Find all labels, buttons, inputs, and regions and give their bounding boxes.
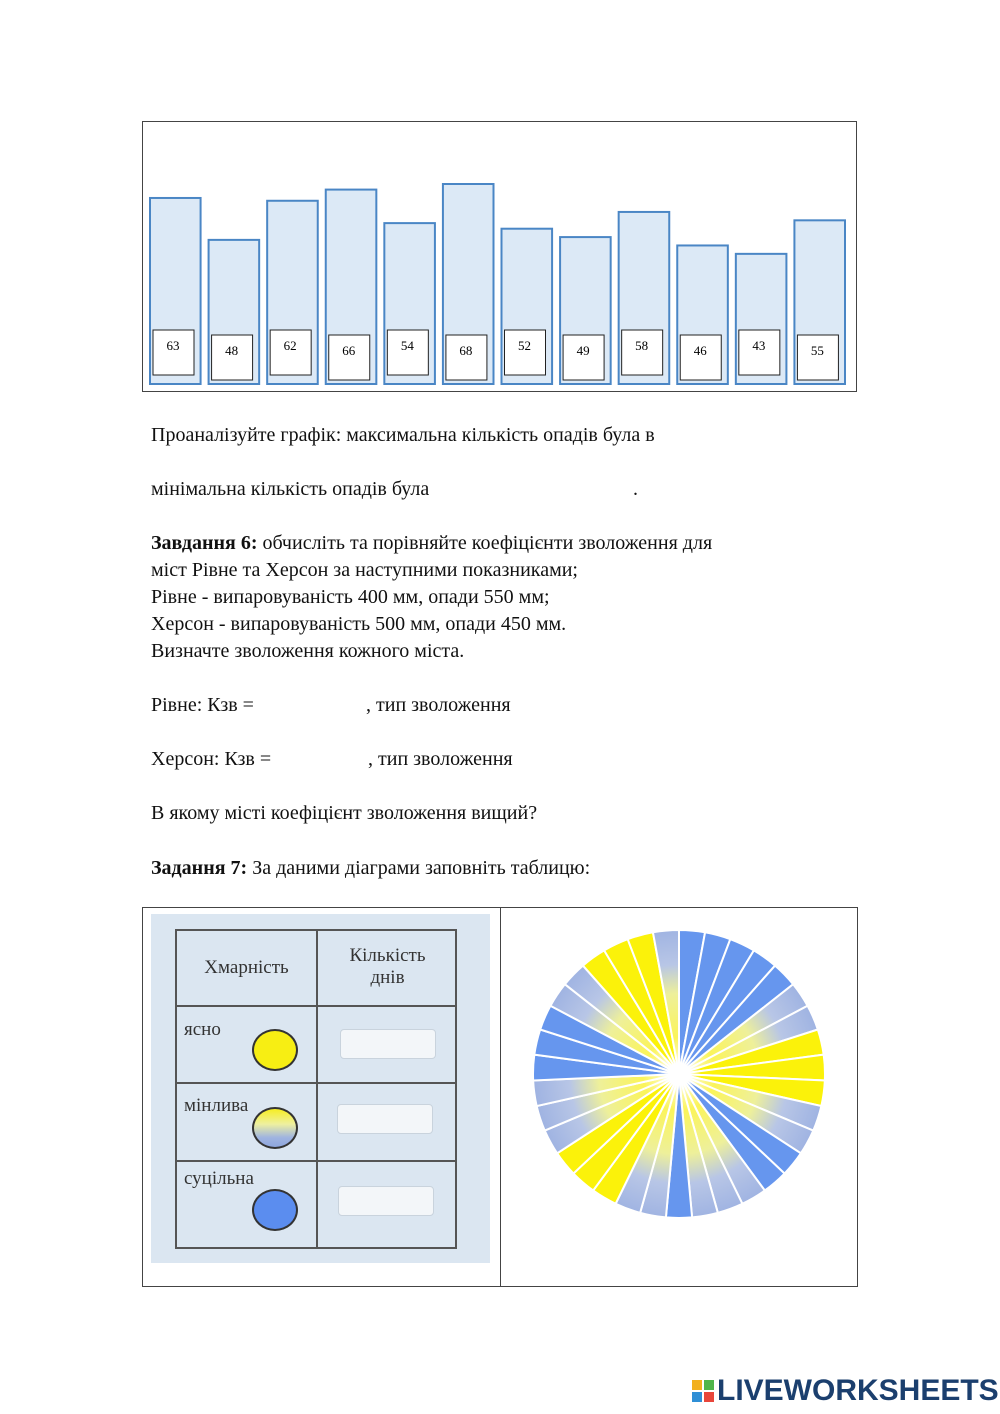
liveworksheets-logo: [692, 1374, 999, 1408]
task6-line2: міст Рівне та Херсон за наступними показниками;: [151, 559, 578, 581]
overcast-circle-icon: [252, 1189, 298, 1231]
header-days-line2: днів: [370, 967, 405, 988]
task6-line3: Рівне - випаровуваність 400 мм, опади 550 мм;: [151, 586, 550, 608]
precipitation-chart: [142, 121, 857, 392]
bar-value-label-12: 55: [810, 343, 824, 358]
bar-value-label-1: 63: [166, 338, 180, 353]
kherson-type-label: , тип зволоження: [368, 748, 513, 770]
row-divider: [177, 1160, 455, 1162]
pie-svg: [531, 928, 827, 1220]
clear-days-input[interactable]: [340, 1029, 436, 1059]
task7-text: За даними діаграми заповніть таблицю:: [247, 857, 591, 879]
cloudiness-pie-chart: [531, 928, 827, 1220]
bar-value-label-8: 49: [576, 343, 590, 358]
bar-value-label-3: 62: [283, 338, 297, 353]
bar-value-label-2: 48: [225, 343, 239, 358]
bar-value-label-4: 66: [342, 343, 356, 358]
task6-text: обчисліть та порівняйте коефіцієнти зволоження для: [257, 532, 713, 554]
logo-text: LIVEWORKSHEETS: [717, 1374, 999, 1407]
analyze-line: Проаналізуйте графік: максимальна кількість опадів була в: [151, 424, 655, 446]
task7-line: [151, 855, 590, 881]
task7-table: [142, 907, 858, 1287]
task6-line1: [151, 530, 712, 556]
variable-circle-icon: [252, 1107, 298, 1149]
header-cloudiness: Хмарність: [204, 957, 289, 978]
row-divider: [177, 1005, 455, 1007]
overcast-days-input[interactable]: [338, 1186, 434, 1216]
row-variable-label: мінлива: [184, 1095, 249, 1116]
kherson-kzv-label: Херсон: Кзв =: [151, 748, 272, 770]
bar-value-label-9: 58: [635, 338, 649, 353]
task6-line5: Визначте зволоження кожного міста.: [151, 640, 465, 662]
bar-value-label-7: 52: [518, 338, 531, 353]
cloudiness-table: [175, 929, 457, 1249]
task6-line4: Херсон - випаровуваність 500 мм, опади 450 мм.: [151, 613, 567, 635]
question-line: В якому місті коефіцієнт зволоження вищий?: [151, 802, 538, 824]
cloud-legend-panel: [151, 914, 490, 1263]
bar-value-label-10: 46: [693, 343, 707, 358]
variable-days-input[interactable]: [337, 1104, 433, 1134]
min-line-dot: .: [633, 478, 638, 500]
row-divider: [177, 1082, 455, 1084]
task6-title: Завдання 6:: [151, 532, 258, 554]
table-divider: [500, 908, 501, 1286]
rivne-type-label: , тип зволоження: [366, 694, 511, 716]
logo-grid-icon: [692, 1380, 714, 1402]
min-line: мінімальна кількість опадів була: [151, 478, 430, 500]
clear-circle-icon: [252, 1029, 298, 1071]
header-days: [318, 945, 457, 989]
header-days-line1: Кількість: [349, 945, 426, 966]
bar-value-label-6: 68: [459, 343, 473, 358]
row-clear-label: ясно: [184, 1019, 221, 1040]
bar-value-label-11: 43: [752, 338, 766, 353]
task7-title: Задання 7:: [151, 857, 248, 879]
pie-center: [657, 1052, 701, 1096]
bar-chart-svg: [143, 122, 858, 393]
row-overcast-label: суцільна: [184, 1168, 254, 1189]
bar-value-label-5: 54: [400, 338, 414, 353]
rivne-kzv-label: Рівне: Кзв =: [151, 694, 254, 716]
